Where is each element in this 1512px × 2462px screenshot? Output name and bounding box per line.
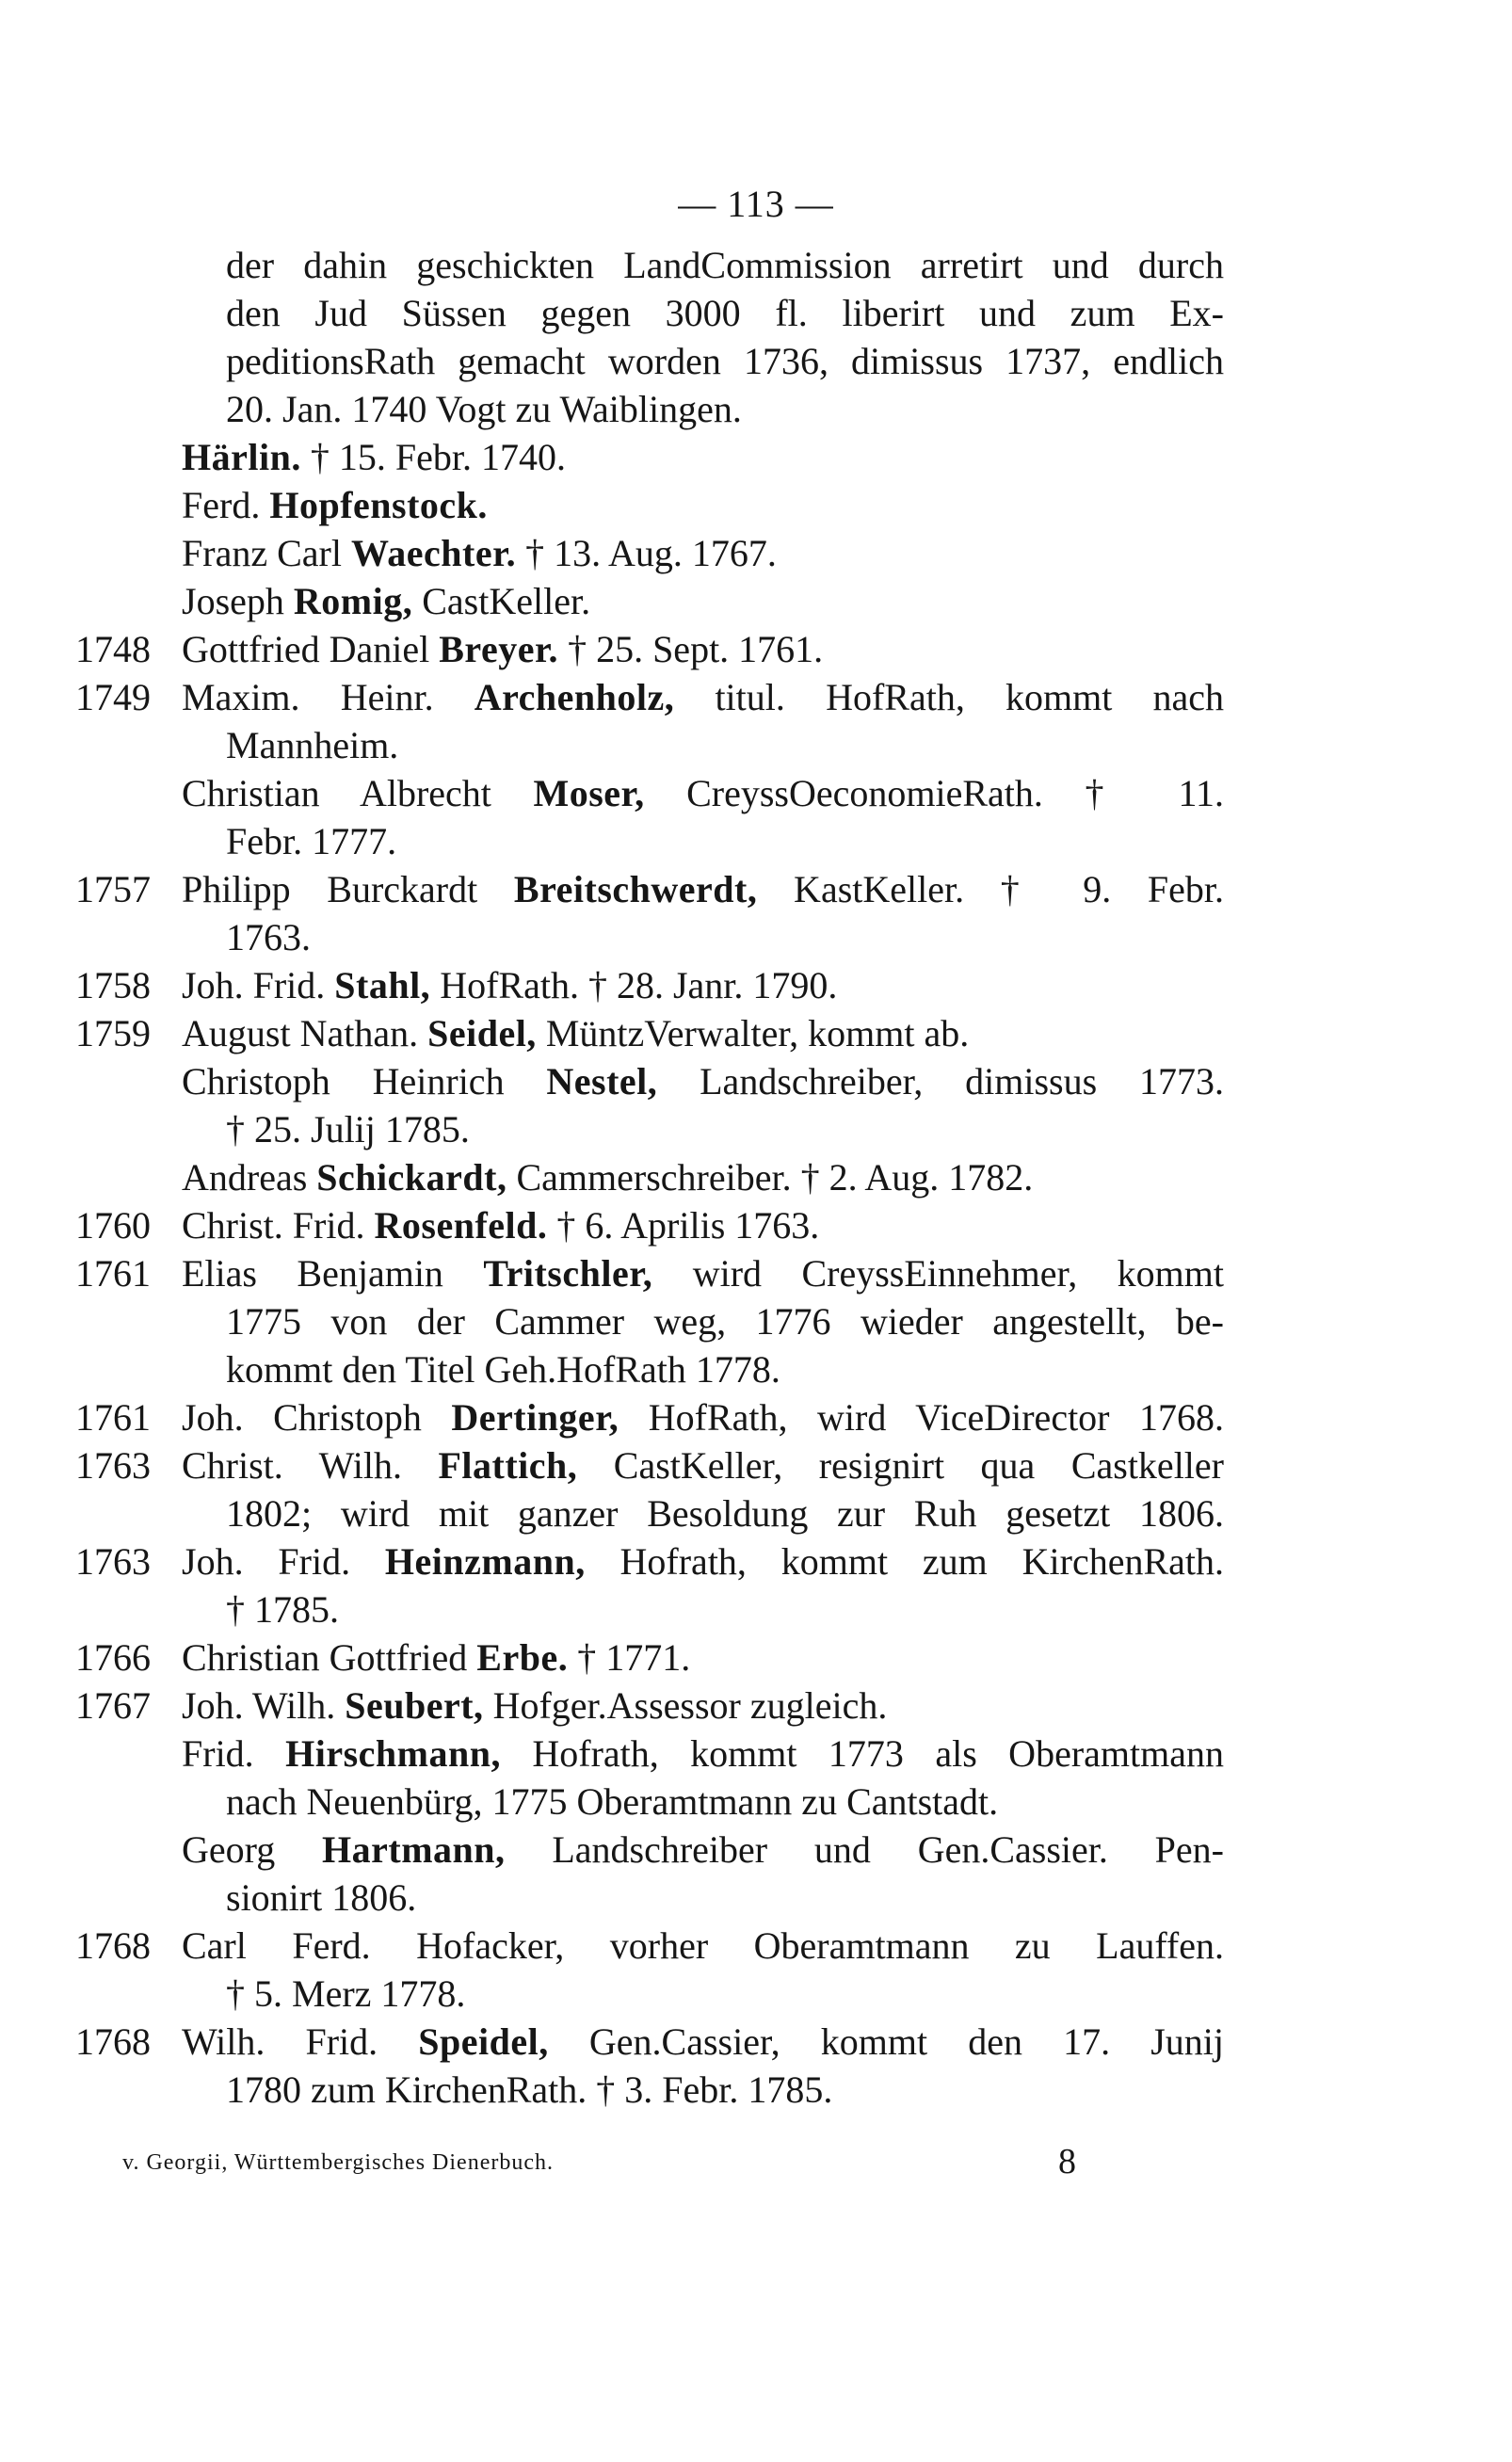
text-line (0, 241, 1512, 290)
text-line (0, 1057, 1512, 1106)
person-surname: Dertinger, (451, 1396, 619, 1439)
person-surname: Schickardt, (316, 1156, 507, 1199)
text-line (0, 337, 1512, 386)
text-line (0, 817, 1512, 866)
text-line (0, 1153, 1512, 1202)
text-run: KastKeller. † 9. Febr. (757, 868, 1224, 910)
entry-year: 1763 (75, 1540, 151, 1583)
text-run: Frid. (182, 1732, 286, 1775)
text-line (0, 1633, 1512, 1682)
entry-text (182, 865, 1224, 914)
text-line (0, 1922, 1512, 1971)
text-line (0, 1201, 1512, 1250)
person-surname: Hartmann, (322, 1828, 506, 1871)
person-surname: Heinzmann, (384, 1540, 586, 1583)
entry-text (182, 433, 566, 482)
text-line (0, 1682, 1512, 1730)
text-run: Febr. 1777. (226, 820, 397, 862)
entry-text (182, 1201, 819, 1250)
person-surname: Nestel, (546, 1060, 658, 1102)
text-line (0, 1009, 1512, 1058)
text-line (0, 1105, 1512, 1154)
text-line (0, 1826, 1512, 1875)
text-line (0, 577, 1512, 626)
entry-year: 1761 (75, 1252, 151, 1295)
entry-text (226, 817, 396, 866)
text-line (0, 1970, 1512, 2019)
person-surname: Seubert, (345, 1684, 484, 1727)
text-run: Andreas (182, 1156, 317, 1199)
text-run: † 1785. (226, 1588, 339, 1631)
person-surname: Romig, (293, 580, 413, 622)
text-run: Ferd. (182, 484, 270, 526)
person-surname: Speidel, (418, 2020, 549, 2063)
text-line (0, 2018, 1512, 2067)
text-run: † 5. Merz 1778. (226, 1972, 466, 2015)
text-line (0, 1393, 1512, 1442)
text-run: Hofrath, kommt zum KirchenRath. (585, 1540, 1224, 1583)
text-run: Carl Ferd. Hofacker, vorher Oberamtmann zu Lauffen. (182, 1924, 1224, 1967)
entry-text (182, 961, 837, 1010)
text-line (0, 529, 1512, 578)
text-line (0, 433, 1512, 482)
text-run: 1802; wird mit ganzer Besoldung zur Ruh gesetzt 1806. (226, 1492, 1224, 1535)
entry-text (182, 1009, 969, 1058)
text-line (0, 289, 1512, 338)
entry-text (226, 1297, 1224, 1346)
entry-year: 1768 (75, 2020, 151, 2063)
text-run: 20. Jan. 1740 Vogt zu Waiblingen. (226, 388, 742, 430)
text-run: nach Neuenbürg, 1775 Oberamtmann zu Cantstadt. (226, 1780, 999, 1823)
text-run: Christ. Frid. (182, 1204, 375, 1247)
entry-text (226, 1105, 470, 1154)
text-line (0, 385, 1512, 434)
page-number: — 113 — (678, 183, 834, 225)
entry-text (182, 1633, 690, 1682)
text-run: Mannheim. (226, 724, 399, 766)
text-run: Gen.Cassier, kommt den 17. Junij (548, 2020, 1224, 2063)
entry-text (182, 1393, 1224, 1442)
text-run: der dahin geschickten LandCommission arretirt und durch (226, 244, 1224, 286)
entry-text (226, 241, 1224, 290)
text-run: HofRath, wird ViceDirector 1768. (619, 1396, 1224, 1439)
person-surname: Hirschmann, (285, 1732, 501, 1775)
entry-year: 1757 (75, 868, 151, 910)
entry-text (182, 1730, 1224, 1778)
text-run: August Nathan. (182, 1012, 428, 1054)
entry-text (182, 625, 823, 674)
text-line (0, 721, 1512, 770)
text-run: Maxim. Heinr. (182, 676, 475, 718)
entry-text (226, 289, 1224, 338)
entry-year: 1749 (75, 676, 151, 718)
text-run: Philipp Burckardt (182, 868, 514, 910)
text-line (0, 1730, 1512, 1778)
person-surname: Tritschler, (483, 1252, 653, 1295)
text-run: Joh. Wilh. (182, 1684, 346, 1727)
entry-text (226, 1585, 339, 1634)
text-run: † 15. Febr. 1740. (300, 436, 566, 478)
entry-text (226, 385, 742, 434)
entry-text (182, 1537, 1224, 1586)
person-surname: Breyer. (439, 628, 559, 670)
entry-text (182, 481, 488, 530)
entry-text (182, 1682, 887, 1730)
entry-text (182, 2018, 1224, 2067)
text-run: MüntzVerwalter, kommt ab. (536, 1012, 970, 1054)
text-line (0, 1537, 1512, 1586)
text-run: Wilh. Frid. (182, 2020, 419, 2063)
person-surname: Archenholz, (474, 676, 675, 718)
text-line (0, 1249, 1512, 1298)
text-run: Landschreiber, dimissus 1773. (657, 1060, 1224, 1102)
text-run: 1775 von der Cammer weg, 1776 wieder angestellt, be- (226, 1300, 1224, 1343)
entry-text (182, 1922, 1224, 1971)
text-run: Georg (182, 1828, 323, 1871)
person-surname: Waechter. (350, 532, 517, 574)
text-line (0, 769, 1512, 818)
entry-text (182, 1441, 1224, 1490)
text-line (0, 1874, 1512, 1923)
text-run: † 6. Aprilis 1763. (547, 1204, 820, 1247)
text-run: Christ. Wilh. (182, 1444, 439, 1487)
entry-year: 1767 (75, 1684, 151, 1727)
text-run: Gottfried Daniel (182, 628, 440, 670)
signature-mark: 8 (1058, 2142, 1076, 2181)
text-run: 1763. (226, 916, 311, 958)
text-run: Joseph (182, 580, 294, 622)
entry-text (226, 1874, 416, 1923)
text-run: Christian Gottfried (182, 1636, 477, 1679)
person-surname: Erbe. (476, 1636, 569, 1679)
text-line (0, 865, 1512, 914)
text-run: Joh. Frid. (182, 964, 335, 1006)
person-surname: Stahl, (334, 964, 431, 1006)
text-line (0, 2066, 1512, 2115)
entry-text (182, 1249, 1224, 1298)
text-line (0, 1345, 1512, 1394)
entry-year: 1766 (75, 1636, 151, 1679)
entry-text (182, 529, 777, 578)
entry-year: 1763 (75, 1444, 151, 1487)
text-line (0, 1297, 1512, 1346)
entry-text (226, 1970, 465, 2019)
entry-text (226, 913, 311, 962)
person-surname: Breitschwerdt, (513, 868, 758, 910)
entry-year: 1758 (75, 964, 151, 1006)
entry-text (226, 1489, 1224, 1538)
entry-text (182, 769, 1224, 818)
text-run: sionirt 1806. (226, 1876, 417, 1919)
entry-year: 1748 (75, 628, 151, 670)
entry-text (226, 1345, 780, 1394)
person-surname: Moser, (533, 772, 645, 814)
text-line (0, 1585, 1512, 1634)
text-line (0, 625, 1512, 674)
text-line (0, 1489, 1512, 1538)
text-run: Elias Benjamin (182, 1252, 484, 1295)
entry-text (182, 673, 1224, 722)
text-line (0, 481, 1512, 530)
text-run: † 25. Sept. 1761. (558, 628, 824, 670)
text-line (0, 673, 1512, 722)
person-surname: Flattich, (438, 1444, 578, 1487)
text-run: † 13. Aug. 1767. (516, 532, 777, 574)
text-run: den Jud Süssen gegen 3000 fl. liberirt und zum Ex- (226, 292, 1224, 334)
entry-text (182, 577, 590, 626)
text-run: Landschreiber und Gen.Cassier. Pen- (505, 1828, 1224, 1871)
text-line (0, 913, 1512, 962)
text-run: Christian Albrecht (182, 772, 534, 814)
entry-year: 1759 (75, 1012, 151, 1054)
entry-text (182, 1153, 1033, 1202)
person-surname: Hopfenstock. (269, 484, 488, 526)
text-run: Franz Carl (182, 532, 351, 574)
entry-text (226, 337, 1224, 386)
text-line (0, 961, 1512, 1010)
text-run: Hofrath, kommt 1773 als Oberamtmann (500, 1732, 1224, 1775)
entry-text (226, 1778, 998, 1826)
text-run: kommt den Titel Geh.HofRath 1778. (226, 1348, 780, 1391)
text-line (0, 1778, 1512, 1826)
text-run: † 1771. (568, 1636, 691, 1679)
person-surname: Härlin. (182, 436, 301, 478)
entry-text (182, 1826, 1224, 1875)
entry-year: 1761 (75, 1396, 151, 1439)
text-run: titul. HofRath, kommt nach (674, 676, 1224, 718)
footer-citation: v. Georgii, Württembergisches Dienerbuch. (122, 2150, 554, 2175)
text-run: wird CreyssEinnehmer, kommt (652, 1252, 1224, 1295)
text-run: † 25. Julij 1785. (226, 1108, 470, 1151)
text-run: Hofger.Assessor zugleich. (483, 1684, 888, 1727)
entry-year: 1760 (75, 1204, 151, 1247)
entry-text (226, 2066, 832, 2115)
text-run: HofRath. † 28. Janr. 1790. (430, 964, 838, 1006)
entry-text (182, 1057, 1224, 1106)
person-surname: Seidel, (427, 1012, 537, 1054)
entry-year: 1768 (75, 1924, 151, 1967)
text-run: Joh. Christoph (182, 1396, 452, 1439)
text-run: CastKeller. (412, 580, 591, 622)
text-run: 1780 zum KirchenRath. † 3. Febr. 1785. (226, 2068, 833, 2111)
text-run: Joh. Frid. (182, 1540, 385, 1583)
person-surname: Rosenfeld. (374, 1204, 548, 1247)
text-line (0, 1441, 1512, 1490)
text-run: CreyssOeconomieRath. † 11. (644, 772, 1224, 814)
text-run: CastKeller, resignirt qua Castkeller (577, 1444, 1224, 1487)
entry-text (226, 721, 398, 770)
text-run: Christoph Heinrich (182, 1060, 547, 1102)
text-run: peditionsRath gemacht worden 1736, dimissus 1737, endlich (226, 340, 1224, 382)
text-run: Cammerschreiber. † 2. Aug. 1782. (507, 1156, 1034, 1199)
